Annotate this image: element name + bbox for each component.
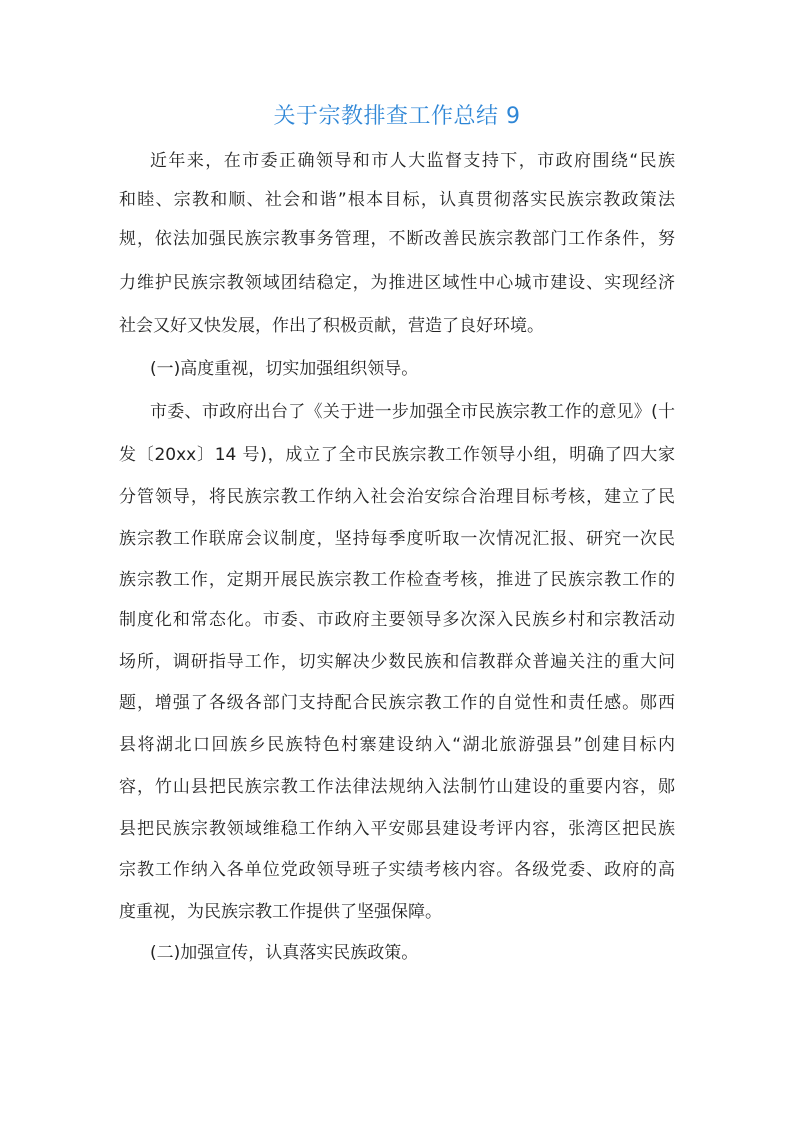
section-heading-2: (二)加强宣传，认真落实民族政策。 [150, 943, 419, 963]
paragraph-line: 市委、市政府出台了《关于进一步加强全市民族宗教工作的意见》(十 [150, 402, 675, 422]
paragraph-line: 发〔20xx〕14 号)，成立了全市民族宗教工作领导小组，明确了四大家 [119, 445, 675, 465]
paragraph-line: 族宗教工作联席会议制度，坚持每季度听取一次情况汇报、研究一次民 [119, 529, 675, 549]
paragraph-line: 近年来，在市委正确领导和市人大监督支持下，市政府围绕“民族 [150, 151, 675, 171]
paragraph-line: 制度化和常态化。市委、市政府主要领导多次深入民族乡村和宗教活动 [119, 610, 675, 630]
section-heading-1: (一)高度重视，切实加强组织领导。 [150, 359, 419, 379]
paragraph-line: 县把民族宗教领域维稳工作纳入平安郧县建设考评内容，张湾区把民族 [119, 819, 675, 839]
paragraph-line: 容，竹山县把民族宗教工作法律法规纳入法制竹山建设的重要内容，郧 [119, 777, 675, 797]
paragraph-line: 族宗教工作，定期开展民族宗教工作检查考核，推进了民族宗教工作的 [119, 570, 675, 590]
paragraph-line: 规，依法加强民族宗教事务管理，不断改善民族宗教部门工作条件，努 [119, 229, 675, 249]
document-title: 关于宗教排查工作总结 9 [273, 104, 521, 129]
paragraph-line: 题，增强了各级各部门支持配合民族宗教工作的自觉性和责任感。郧西 [119, 693, 675, 713]
paragraph-line: 场所，调研指导工作，切实解决少数民族和信教群众普遍关注的重大问 [119, 652, 675, 672]
paragraph-line: 力维护民族宗教领域团结稳定，为推进区域性中心城市建设、实现经济 [119, 273, 675, 293]
paragraph-line: 和睦、宗教和顺、社会和谐”根本目标，认真贯彻落实民族宗教政策法 [119, 190, 675, 210]
paragraph-line: 分管领导，将民族宗教工作纳入社会治安综合治理目标考核，建立了民 [119, 487, 675, 507]
paragraph-line: 社会又好又快发展，作出了积极贡献，营造了良好环境。 [119, 316, 544, 336]
paragraph-line: 县将湖北口回族乡民族特色村寨建设纳入“湖北旅游强县”创建目标内 [119, 735, 675, 755]
paragraph-line: 宗教工作纳入各单位党政领导班子实绩考核内容。各级党委、政府的高 [119, 860, 675, 880]
paragraph-line: 度重视，为民族宗教工作提供了坚强保障。 [119, 902, 442, 922]
